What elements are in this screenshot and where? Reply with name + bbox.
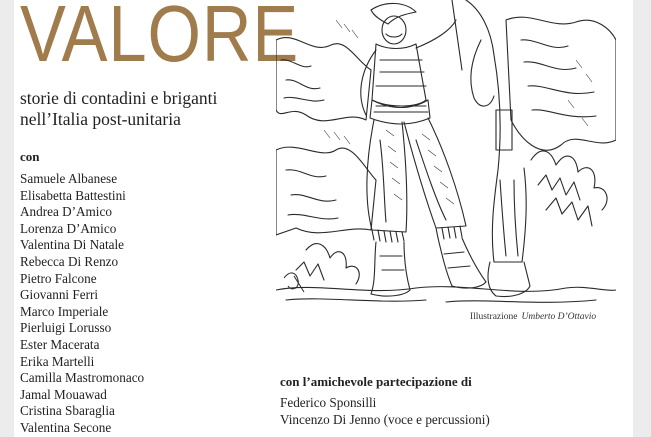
cast-member: Elisabetta Battestini [20,187,126,203]
subtitle-line-1: storie di contadini e briganti [20,88,218,108]
participation-label: con l’amichevole partecipazione di [280,374,472,389]
poster-subtitle [20,88,217,130]
cast-member: Pietro Falcone [20,270,97,286]
cast-member: Erika Martelli [20,353,95,369]
guest-member: Vincenzo Di Jenno (voce e percussioni) [280,412,490,427]
guest-list [280,394,490,428]
cast-member: Jamal Mouawad [20,386,107,402]
subtitle-line-2: nell’Italia post-unitaria [20,109,181,129]
cast-member: Andrea D’Amico [20,204,112,220]
cast-member: Rebecca Di Renzo [20,253,119,269]
cast-list [20,171,144,437]
cast-member: Ester Macerata [20,336,100,352]
illustration-credit [470,312,596,322]
guest-member: Federico Sponsilli [280,395,377,410]
cast-member: Pierluigi Lorusso [20,320,112,336]
right-margin-strip [633,0,651,437]
cast-member: Giovanni Ferri [20,287,99,303]
cast-member: Marco Imperiale [20,303,109,319]
left-margin-strip [0,0,14,437]
cast-member: Valentina Di Natale [20,237,124,253]
cast-member: Valentina Secone [20,419,112,435]
cast-member: Cristina Sbaraglia [20,403,115,419]
cast-member: Lorenza D’Amico [20,220,117,236]
illustrator-name: Umberto D’Ottavio [521,312,597,322]
brigand-illustration [276,0,616,310]
poster-title: VALORE [20,0,300,78]
cast-member: Samuele Albanese [20,171,118,186]
cast-member: Camilla Mastromonaco [20,370,145,386]
cast-label: con [20,149,40,164]
illustration-credit-label: Illustrazione [470,312,518,322]
